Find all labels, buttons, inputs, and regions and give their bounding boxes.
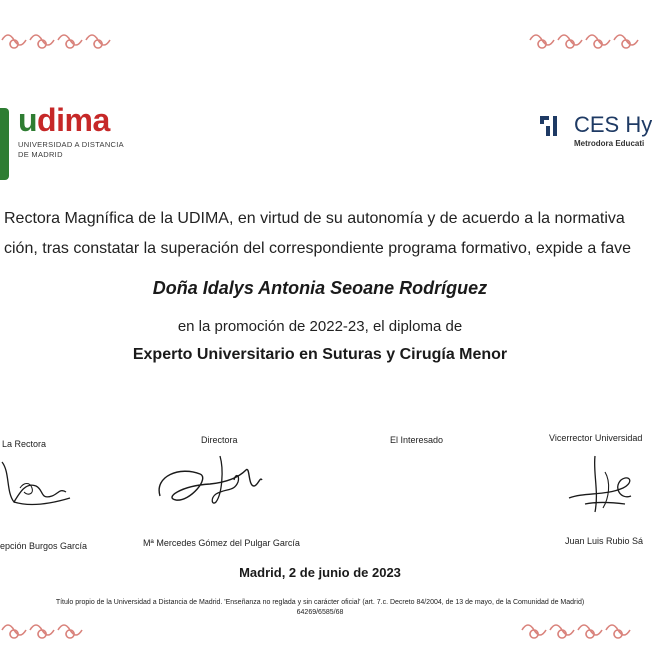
signature-vicerrector <box>565 452 640 527</box>
udima-subtitle <box>18 140 124 160</box>
signature-title-interesado: El Interesado <box>390 435 444 445</box>
udima-subtitle-line2: DE MADRID <box>18 150 63 159</box>
udima-wordmark-u: u <box>18 102 38 138</box>
signature-directora <box>150 446 270 516</box>
issue-date: Madrid, 2 de junio de 2023 <box>239 565 401 580</box>
body-paragraph-line1: Rectora Magnífica de la UDIMA, en virtud de su autonomía y de acuerdo a la normativa <box>4 210 625 227</box>
ces-logo-name: CES Hy <box>574 112 652 137</box>
registry-code: 64269/6585/68 <box>296 609 344 616</box>
signature-name-directora: Mª Mercedes Gómez del Pulgar García <box>143 538 300 548</box>
footnote: Título propio de la Universidad a Distancia de Madrid. 'Enseñanza no reglada y sin carácter oficial' (art. 7.c. Decreto 84/2004, de 13 de mayo, de la Comunidad de Madrid) <box>55 599 585 606</box>
body-paragraph-line2: ción, tras constatar la superación del correspondiente programa formativo, expide a fave <box>4 240 632 257</box>
signature-title-directora: Directora <box>201 435 238 445</box>
udima-wordmark-rest: dima <box>37 102 110 138</box>
degree-title: Experto Universitario en Suturas y Cirugía Menor <box>132 346 508 363</box>
ornament-top-left <box>0 26 120 54</box>
ornament-bottom-left <box>0 618 100 646</box>
signature-name-vicerrector: Juan Luis Rubio Sá <box>565 536 644 546</box>
ornament-bottom-right <box>520 618 638 646</box>
ces-logo-subtitle: Metrodora Educati <box>574 139 645 148</box>
signature-rectora <box>0 452 80 512</box>
promotion-text: en la promoción de 2022-23, el diploma de <box>177 318 463 335</box>
udima-logo-bar <box>0 108 9 180</box>
udima-wordmark <box>18 100 110 140</box>
ces-logo-mark-icon <box>540 116 562 136</box>
signature-name-rectora: epción Burgos García <box>0 541 88 551</box>
recipient-name: Doña Idalys Antonia Seoane Rodríguez <box>152 278 488 298</box>
udima-subtitle-line1: UNIVERSIDAD A DISTANCIA <box>18 140 124 149</box>
signature-title-rectora: La Rectora <box>2 439 47 449</box>
signature-title-vicerrector: Vicerrector Universidad <box>549 433 643 443</box>
ornament-top-right <box>528 26 640 54</box>
